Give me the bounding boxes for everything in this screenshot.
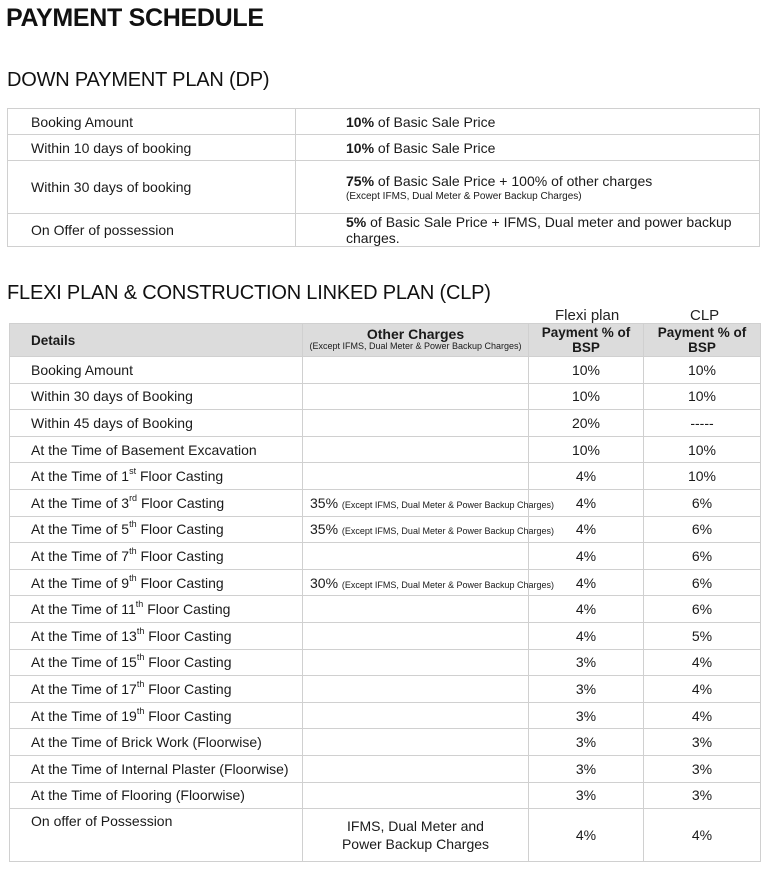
clp-row-stage: On offer of Possession bbox=[10, 809, 303, 862]
clp-row-stage bbox=[10, 436, 303, 463]
flexi-plan-label: Flexi plan bbox=[555, 307, 620, 324]
clp-row-flexi-pct: 3% bbox=[529, 702, 644, 729]
clp-row-other-charges bbox=[303, 596, 529, 623]
clp-row-clp-pct: 4% bbox=[644, 809, 761, 862]
stage-text: Within 45 days of Booking bbox=[31, 414, 193, 431]
stage-text-suffix: Floor Casting bbox=[136, 521, 224, 538]
clp-table-row bbox=[10, 489, 761, 516]
clp-table-row bbox=[10, 383, 761, 410]
clp-row-flexi-pct: 4% bbox=[529, 543, 644, 570]
clp-table-row bbox=[10, 516, 761, 543]
stage-text: At the Time of Internal Plaster (Floorwise) bbox=[31, 760, 289, 777]
clp-row-stage bbox=[10, 543, 303, 570]
clp-row-other-charges bbox=[303, 676, 529, 703]
stage-text-suffix: Floor Casting bbox=[136, 468, 224, 485]
dp-row-percent: 10% bbox=[346, 113, 375, 130]
dp-row-value bbox=[296, 161, 760, 214]
stage-text: At the Time of Brick Work (Floorwise) bbox=[31, 734, 262, 751]
clp-row-other-charges bbox=[303, 436, 529, 463]
clp-table-row bbox=[10, 596, 761, 623]
stage-text: Within 30 days of Booking bbox=[31, 388, 193, 405]
clp-row-other-charges bbox=[303, 410, 529, 437]
clp-row-stage bbox=[10, 383, 303, 410]
clp-row-flexi-pct: 4% bbox=[529, 463, 644, 490]
clp-table-row bbox=[10, 649, 761, 676]
stage-text: At the Time of 1 bbox=[31, 468, 130, 485]
other-charges-percent: 35% bbox=[310, 521, 339, 538]
clp-table-row bbox=[10, 702, 761, 729]
clp-row-clp-pct: 6% bbox=[644, 596, 761, 623]
clp-row-flexi-pct: 3% bbox=[529, 649, 644, 676]
other-charges-line1: IFMS, Dual Meter and bbox=[347, 818, 484, 835]
clp-row-stage bbox=[10, 649, 303, 676]
clp-row-flexi-pct: 4% bbox=[529, 516, 644, 543]
clp-row-other-charges bbox=[303, 357, 529, 384]
dp-table-row bbox=[8, 135, 760, 161]
clp-row-stage bbox=[10, 622, 303, 649]
stage-text: At the Time of 11 bbox=[31, 601, 136, 618]
dp-section-heading: DOWN PAYMENT PLAN (DP) bbox=[7, 69, 270, 91]
dp-row-note: (Except IFMS, Dual Meter & Power Backup Charges) bbox=[346, 190, 582, 202]
clp-row-flexi-pct: 3% bbox=[529, 782, 644, 809]
clp-row-other-charges bbox=[303, 463, 529, 490]
flexi-pct-header: Payment % of BSP bbox=[529, 324, 644, 357]
stage-text-suffix: Floor Casting bbox=[144, 627, 232, 644]
clp-row-flexi-pct: 20% bbox=[529, 410, 644, 437]
clp-row-clp-pct: 4% bbox=[644, 702, 761, 729]
clp-row-stage bbox=[10, 516, 303, 543]
clp-row-other-charges bbox=[303, 782, 529, 809]
clp-table-row bbox=[10, 463, 761, 490]
stage-text: At the Time of Flooring (Floorwise) bbox=[31, 787, 245, 804]
stage-text: At the Time of 19 bbox=[31, 707, 137, 724]
page-title: PAYMENT SCHEDULE bbox=[6, 4, 264, 32]
clp-row-clp-pct: 3% bbox=[644, 782, 761, 809]
clp-row-flexi-pct: 4% bbox=[529, 489, 644, 516]
other-charges-line2: Power Backup Charges bbox=[341, 836, 490, 853]
ordinal-suffix: th bbox=[129, 545, 137, 556]
clp-row-stage bbox=[10, 489, 303, 516]
clp-table bbox=[9, 323, 761, 862]
clp-row-stage bbox=[10, 702, 303, 729]
clp-row-clp-pct: 3% bbox=[644, 755, 761, 782]
clp-row-other-charges bbox=[303, 516, 554, 543]
clp-row-flexi-pct: 10% bbox=[529, 383, 644, 410]
clp-table-row bbox=[10, 676, 761, 703]
clp-row-stage bbox=[10, 676, 303, 703]
dp-row-value bbox=[296, 214, 760, 247]
stage-text: At the Time of 9 bbox=[31, 574, 130, 591]
stage-text-suffix: Floor Casting bbox=[143, 601, 231, 618]
other-charges-note: (Except IFMS, Dual Meter & Power Backup Charges) bbox=[341, 499, 554, 510]
clp-row-other-charges bbox=[303, 383, 529, 410]
stage-text: Booking Amount bbox=[31, 361, 133, 378]
clp-row-stage bbox=[10, 729, 303, 756]
clp-row-stage bbox=[10, 755, 303, 782]
clp-row-clp-pct: ----- bbox=[644, 410, 761, 437]
clp-row-clp-pct: 6% bbox=[644, 489, 761, 516]
stage-text: At the Time of 3 bbox=[31, 494, 130, 511]
clp-row-other-charges bbox=[303, 543, 529, 570]
stage-text-suffix: Floor Casting bbox=[136, 574, 224, 591]
ordinal-suffix: rd bbox=[129, 492, 138, 503]
dp-table-row bbox=[8, 214, 760, 247]
stage-text: At the Time of 17 bbox=[31, 680, 137, 697]
stage-text-suffix: Floor Casting bbox=[144, 654, 232, 671]
clp-row-flexi-pct: 3% bbox=[529, 755, 644, 782]
clp-row-clp-pct: 6% bbox=[644, 569, 761, 596]
clp-row-stage bbox=[10, 782, 303, 809]
clp-row-stage bbox=[10, 357, 303, 384]
other-charges-header-note: (Except IFMS, Dual Meter & Power Backup Charges) bbox=[309, 341, 522, 351]
clp-table-row bbox=[10, 543, 761, 570]
clp-row-clp-pct: 10% bbox=[644, 357, 761, 384]
clp-row-other-charges bbox=[303, 489, 554, 516]
other-charges-percent: 30% bbox=[310, 574, 339, 591]
ordinal-suffix: th bbox=[136, 678, 145, 689]
clp-row-stage bbox=[10, 410, 303, 437]
ordinal-suffix: th bbox=[136, 705, 145, 716]
clp-row-other-charges bbox=[303, 569, 554, 596]
clp-table-row bbox=[10, 622, 761, 649]
clp-row-other-charges bbox=[303, 649, 529, 676]
clp-row-clp-pct: 4% bbox=[644, 649, 761, 676]
clp-table-row bbox=[10, 436, 761, 463]
stage-text-suffix: Floor Casting bbox=[137, 494, 225, 511]
other-charges-header bbox=[303, 324, 529, 357]
ordinal-suffix: th bbox=[135, 599, 144, 610]
dp-row-value bbox=[296, 109, 760, 135]
dp-row-text: of Basic Sale Price bbox=[377, 113, 496, 130]
dp-row-label: Within 30 days of booking bbox=[8, 161, 296, 214]
clp-table-row bbox=[10, 729, 761, 756]
ordinal-suffix: st bbox=[129, 466, 137, 477]
clp-row-stage bbox=[10, 596, 303, 623]
clp-table-header bbox=[10, 324, 761, 357]
clp-row-other-charges bbox=[303, 755, 529, 782]
dp-row-text: of Basic Sale Price + 100% of other charges bbox=[377, 172, 653, 189]
clp-table-row bbox=[10, 755, 761, 782]
stage-text-suffix: Floor Casting bbox=[136, 547, 224, 564]
clp-row-clp-pct: 4% bbox=[644, 676, 761, 703]
other-charges-percent: 35% bbox=[310, 494, 339, 511]
clp-pct-header: Payment % of BSP bbox=[644, 324, 761, 357]
clp-row-clp-pct: 6% bbox=[644, 543, 761, 570]
ordinal-suffix: th bbox=[129, 519, 137, 530]
other-charges-note: (Except IFMS, Dual Meter & Power Backup Charges) bbox=[341, 579, 554, 590]
clp-plan-label: CLP bbox=[690, 307, 720, 324]
stage-text-suffix: Floor Casting bbox=[144, 707, 232, 724]
clp-row-clp-pct: 10% bbox=[644, 463, 761, 490]
clp-row-other-charges bbox=[303, 729, 529, 756]
dp-row-percent: 10% bbox=[346, 139, 375, 156]
stage-text: At the Time of 7 bbox=[31, 547, 130, 564]
stage-text-suffix: Floor Casting bbox=[144, 680, 232, 697]
clp-row-other-charges bbox=[303, 622, 529, 649]
stage-text: At the Time of 13 bbox=[31, 627, 137, 644]
clp-table-row-possession bbox=[10, 809, 761, 862]
details-header: Details bbox=[10, 324, 303, 357]
clp-table-row bbox=[10, 357, 761, 384]
ordinal-suffix: th bbox=[129, 572, 137, 583]
clp-row-flexi-pct: 10% bbox=[529, 436, 644, 463]
stage-text: At the Time of Basement Excavation bbox=[31, 441, 257, 458]
clp-row-flexi-pct: 10% bbox=[529, 357, 644, 384]
clp-row-flexi-pct: 4% bbox=[529, 622, 644, 649]
clp-row-flexi-pct: 3% bbox=[529, 676, 644, 703]
dp-row-value bbox=[296, 135, 760, 161]
clp-row-flexi-pct: 4% bbox=[529, 809, 644, 862]
other-charges-header-label: Other Charges bbox=[366, 326, 465, 342]
clp-row-other-charges bbox=[303, 809, 529, 862]
dp-row-text: of Basic Sale Price bbox=[377, 139, 496, 156]
dp-row-label: On Offer of possession bbox=[8, 214, 296, 247]
other-charges-note: (Except IFMS, Dual Meter & Power Backup Charges) bbox=[341, 526, 554, 537]
stage-text: At the Time of 5 bbox=[31, 521, 130, 538]
clp-table-row bbox=[10, 410, 761, 437]
dp-row-label: Booking Amount bbox=[8, 109, 296, 135]
clp-row-clp-pct: 5% bbox=[644, 622, 761, 649]
clp-row-clp-pct: 10% bbox=[644, 383, 761, 410]
stage-text: At the Time of 15 bbox=[31, 654, 137, 671]
clp-table-row bbox=[10, 569, 761, 596]
clp-row-other-charges bbox=[303, 702, 529, 729]
clp-row-clp-pct: 10% bbox=[644, 436, 761, 463]
clp-row-flexi-pct: 3% bbox=[529, 729, 644, 756]
down-payment-table bbox=[7, 108, 760, 247]
clp-table-row bbox=[10, 782, 761, 809]
dp-row-percent: 5% bbox=[346, 214, 367, 230]
clp-row-flexi-pct: 4% bbox=[529, 596, 644, 623]
dp-row-label: Within 10 days of booking bbox=[8, 135, 296, 161]
ordinal-suffix: th bbox=[136, 652, 145, 663]
clp-row-flexi-pct: 4% bbox=[529, 569, 644, 596]
clp-section-heading: FLEXI PLAN & CONSTRUCTION LINKED PLAN (CLP) bbox=[7, 282, 491, 304]
clp-row-clp-pct: 6% bbox=[644, 516, 761, 543]
clp-row-stage bbox=[10, 569, 303, 596]
ordinal-suffix: th bbox=[136, 625, 145, 636]
clp-row-clp-pct: 3% bbox=[644, 729, 761, 756]
dp-table-row bbox=[8, 161, 760, 214]
dp-row-percent: 75% bbox=[346, 172, 375, 189]
clp-row-stage bbox=[10, 463, 303, 490]
dp-row-text: of Basic Sale Price + IFMS, Dual meter and power backup charges. bbox=[346, 214, 732, 246]
dp-table-row bbox=[8, 109, 760, 135]
